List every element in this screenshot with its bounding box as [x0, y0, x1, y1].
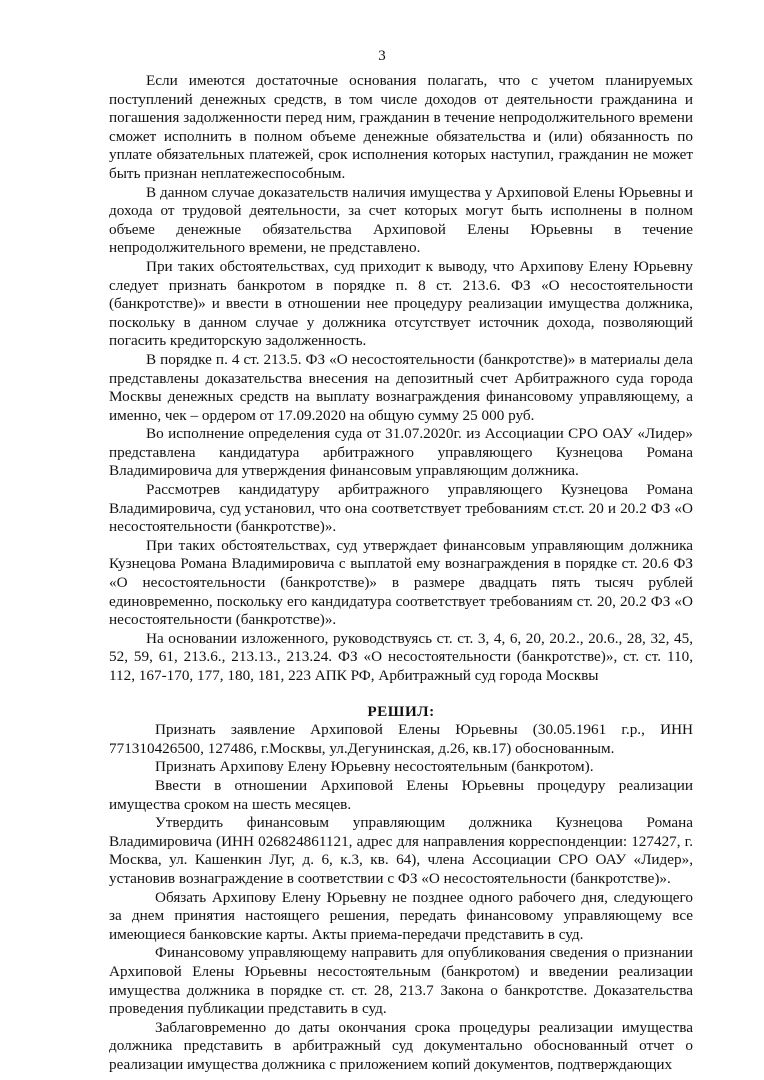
ruling-heading: РЕШИЛ: — [367, 702, 435, 720]
paragraph-no-assets-evidence: В данном случае доказательств наличия имущества у Архиповой Елены Юрьевны и дохода от трудовой деятельности, за счет которых могут быть исполнены в полном объеме денежные обязательства Архиповой Елены Юрьевны в течение непродолжительного времени, не представлено. — [109, 183, 693, 257]
paragraph-insolvency-criteria: Если имеются достаточные основания полагать, что с учетом планируемых поступлений денежных средств, в том числе доходов от деятельности гражданина и погашения задолженности перед ним, гражданин в течение непродолжительного времени сможет исполнить в полном объеме денежные обязательства и (или) обязанность по уплате обязательных платежей, срок исполнения которых наступил, гражданин не может быть признан неплатежеспособным. — [109, 72, 693, 182]
paragraph-candidate-nomination: Во исполнение определения суда от 31.07.2020г. из Ассоциации СРО ОАУ «Лидер» представлена кандидатура арбитражного управляющего Кузнецова Романа Владимировича для утверждения финансовым управляющим должника. — [109, 425, 693, 480]
ruling-item-transfer-bank-cards: Обязать Архипову Елену Юрьевну не позднее одного рабочего дня, следующего за днем принятия настоящего решения, передать финансовому управляющему все имеющиеся банковские карты. Акты приема-передачи представить в суд. — [109, 888, 693, 943]
paragraph-legal-basis: На основании изложенного, руководствуясь ст. ст. 3, 4, 6, 20, 20.2., 20.6., 28, 32, 45, 52, 59, 61, 213.6., 213.13., 213.24. ФЗ «О несостоятельности (банкротстве)», ст. ст. 110, 112, 167-170, 177, 180, 181, 223 АПК РФ, Арбитражный суд города Москвы — [109, 629, 693, 684]
paragraph-bankruptcy-conclusion: При таких обстоятельствах, суд приходит к выводу, что Архипову Елену Юрьевну следует признать банкротом в порядке п. 8 ст. 213.6. ФЗ «О несостоятельности (банкротстве)» и ввести в отношении нее процедуру реализации имущества должника, поскольку в данном случае у должника отсутствует источник дохода, позволяющий погасить кредиторскую задолженность. — [109, 257, 693, 350]
ruling-item-publish-notice: Финансовому управляющему направить для опубликования сведения о признании Архиповой Елены Юрьевны несостоятельным (банкротом) и введении реализации имущества должника в порядке ст. ст. 28, 213.7 Закона о банкротстве. Доказательства проведения публикации представить в суд. — [109, 944, 693, 1018]
document-body — [109, 72, 693, 1074]
page-number: 3 — [378, 48, 386, 64]
ruling-item-declare-bankrupt: Признать Архипову Елену Юрьевну несостоятельным (банкротом). — [155, 758, 594, 776]
ruling-item-asset-sale-procedure: Ввести в отношении Архиповой Елены Юрьевны процедуру реализации имущества сроком на шесть месяцев. — [109, 776, 693, 813]
paragraph-candidate-review: Рассмотрев кандидатуру арбитражного управляющего Кузнецова Романа Владимировича, суд установил, что она соответствует требованиям ст.ст. 20 и 20.2 ФЗ «О несостоятельности (банкротстве)». — [109, 481, 693, 536]
paragraph-deposit-evidence: В порядке п. 4 ст. 213.5. ФЗ «О несостоятельности (банкротстве)» в материалы дела представлены доказательства внесения на депозитный счет Арбитражного суда города Москвы денежных средств на выплату вознаграждения финансовому управляющему, а именно, чек – ордером от 17.09.2020 на общую сумму 25 000 руб. — [109, 350, 693, 424]
ruling-item-claim-valid: Признать заявление Архиповой Елены Юрьевны (30.05.1961 г.р., ИНН 771310426500, 127486, г.Москвы, ул.Дегунинская, д.26, кв.17) обоснованным. — [109, 721, 693, 757]
paragraph-manager-approval: При таких обстоятельствах, суд утверждает финансовым управляющим должника Кузнецова Романа Владимировича с выплатой ему вознаграждения в порядке ст. 20.6 ФЗ «О несостоятельности (банкротстве)» в размере двадцать пять тысяч рублей единовременно, поскольку его кандидатура соответствует требованиям ст. 20, 20.2 ФЗ «О несостоятельности (банкротстве)». — [109, 536, 693, 629]
ruling-item-submit-report: Заблаговременно до даты окончания срока процедуры реализации имущества должника представить в арбитражный суд документально обоснованный отчет о реализации имущества должника с приложением копий документов, подтверждающих — [109, 1018, 693, 1073]
ruling-item-approve-manager: Утвердить финансовым управляющим должника Кузнецова Романа Владимировича (ИНН 026824861121, адрес для направления корреспонденции: 127427, г. Москва, ул. Кашенкин Луг, д. 6, к.3, кв. 64), члена Ассоциации СРО ОАУ «Лидер», установив вознаграждение в соответствии с ФЗ «О несостоятельности (банкротстве)». — [109, 814, 693, 887]
